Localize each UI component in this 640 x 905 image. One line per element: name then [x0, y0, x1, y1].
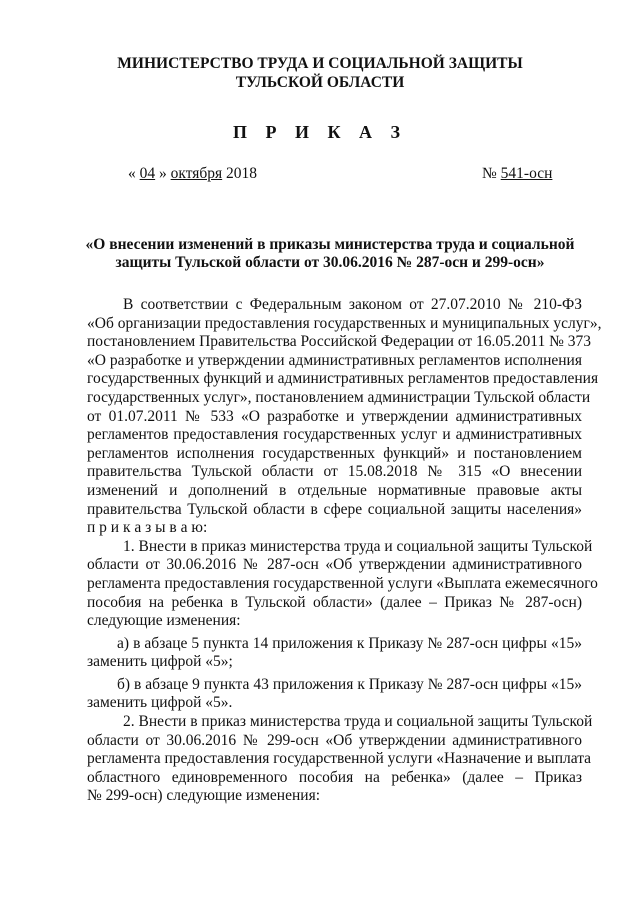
- item-1a: [87, 635, 582, 672]
- number-prefix: №: [482, 165, 497, 182]
- text-line: постановлением Правительства Российской Федерации от 16.05.2011 № 373: [87, 333, 591, 351]
- number-value: 541-осн: [500, 165, 553, 182]
- text-line: правительства Тульской области в сфере социальной защиты населения»: [87, 500, 582, 518]
- subject-line-2: защиты Тульской области от 30.06.2016 № 287-осн и 299-осн»: [115, 254, 545, 271]
- text-line: областного единовременного пособия на ребенка» (далее – Приказ: [87, 768, 582, 786]
- date-month: октября: [170, 165, 223, 182]
- order-body: [87, 296, 602, 806]
- text-line: «Об организации предоставления государственных и муниципальных услуг»,: [87, 314, 602, 332]
- order-title: П Р И К А З: [232, 122, 408, 142]
- text-line: правительства Тульской области от 15.08.2018 № 315 «О внесении: [87, 463, 582, 481]
- text-line: от 01.07.2011 № 533 «О разработке и утверждении административных: [87, 407, 582, 425]
- text-line: регламентов предоставления государственных услуг и административных: [87, 426, 582, 444]
- order-number: [482, 165, 552, 183]
- text-line: области от 30.06.2016 № 287-осн «Об утверждении административного: [87, 556, 582, 574]
- preamble-paragraph: [87, 296, 602, 538]
- ministry-line-1: МИНИСТЕРСТВО ТРУДА И СОЦИАЛЬНОЙ ЗАЩИТЫ: [117, 55, 523, 72]
- ministry-header: [0, 54, 640, 92]
- text-line: области от 30.06.2016 № 299-осн «Об утверждении административного: [87, 731, 582, 749]
- item-1: [87, 537, 598, 631]
- order-subject: [60, 236, 600, 272]
- item-1b: [87, 676, 582, 713]
- text-line: б) в абзаце 9 пункта 43 приложения к Приказу № 287-осн цифры «15»: [117, 675, 582, 693]
- text-line: «О разработке и утверждении административных регламентов исполнения: [87, 351, 582, 369]
- text-line: 2. Внести в приказ министерства труда и социальной защиты Тульской: [123, 713, 593, 731]
- text-line: регламента предоставления государственной услуги «Назначение и выплата: [87, 750, 592, 768]
- order-date: [128, 165, 257, 183]
- date-day: 04: [139, 165, 156, 182]
- text-line: государственных функций и административных регламентов предоставления: [87, 370, 599, 388]
- date-year: 2018: [226, 165, 258, 182]
- text-line: регламентов исполнения государственных функций» и постановлением: [87, 444, 582, 462]
- text-line: изменений и дополнений в отдельные нормативные правовые акты: [87, 481, 582, 499]
- text-line: следующие изменения:: [87, 612, 241, 630]
- date-close-quote: »: [159, 165, 167, 182]
- ministry-line-2: ТУЛЬСКОЙ ОБЛАСТИ: [235, 74, 405, 91]
- text-line: а) в абзаце 5 пункта 14 приложения к Приказу № 287-осн цифры «15»: [117, 634, 582, 652]
- text-line: 1. Внести в приказ министерства труда и социальной защиты Тульской: [123, 537, 593, 555]
- text-line: заменить цифрой «5»;: [87, 653, 233, 671]
- text-line: государственных услуг», постановлением администрации Тульской области: [87, 388, 591, 406]
- item-2: [87, 713, 593, 806]
- text-line: регламента предоставления государственной услуги «Выплата ежемесячного: [87, 574, 598, 592]
- text-line: заменить цифрой «5».: [87, 694, 233, 712]
- subject-line-1: «О внесении изменений в приказы министерства труда и социальной: [85, 236, 575, 253]
- order-word: п р и к а з ы в а ю:: [87, 519, 208, 537]
- date-open-quote: «: [128, 165, 136, 182]
- text-line: пособия на ребенка в Тульской области» (далее – Приказ № 287-осн): [87, 593, 582, 611]
- text-line: В соответствии с Федеральным законом от 27.07.2010 № 210-ФЗ: [123, 296, 582, 313]
- text-line: № 299-осн) следующие изменения:: [87, 787, 320, 805]
